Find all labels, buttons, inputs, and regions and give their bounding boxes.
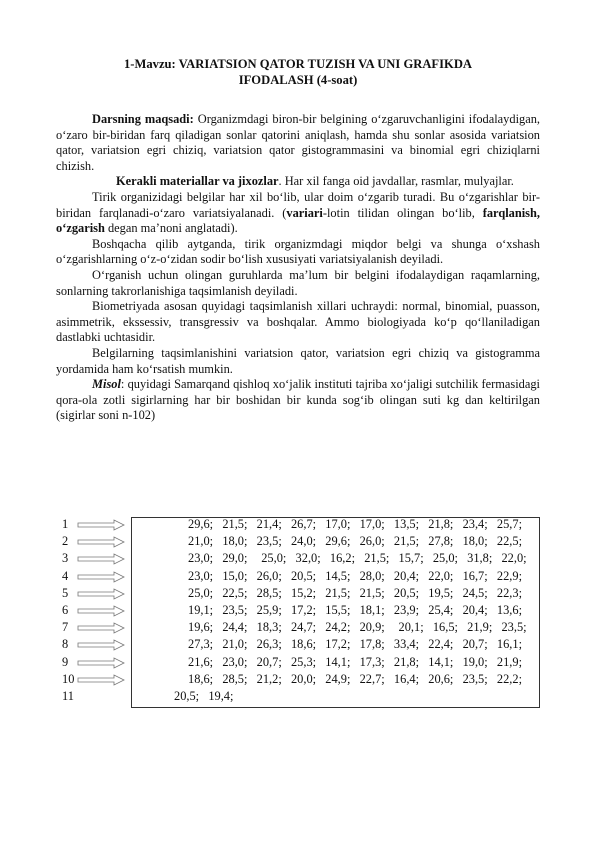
- row-values: 25,0; 22,5; 28,5; 15,2; 21,5; 21,5; 20,5; 19,5; 24,5; 22,3;: [188, 585, 523, 600]
- row-values: 19,6; 24,4; 18,3; 24,7; 24,2; 20,9; 20,1; 16,5; 21,9; 23,5;: [188, 620, 527, 635]
- row-values: 21,6; 23,0; 20,7; 25,3; 14,1; 17,3; 21,8; 14,1; 19,0; 21,9;: [188, 654, 523, 669]
- example-label: Misol: [92, 377, 121, 392]
- arrow-right-icon: [76, 657, 126, 669]
- goal-text: Organizmdagi biron-bir belgining o‘zgaruvchanligini ifodalaydigan, o‘zaro bir-biridan farq qiladigan sonlar qatorini aniqlash, hamda shu sonlar asosida variatsion qator, variatsion egri chiziq, variatsion qator gistogrammasini va binomial egri chiziqlarni chizish.: [56, 112, 541, 173]
- arrow-right-icon: [76, 674, 126, 686]
- variation-text-c: degan ma’noni anglatadi).: [104, 221, 238, 236]
- row-values: 29,6; 21,5; 21,4; 26,7; 17,0; 17,0; 13,5; 21,8; 23,4; 25,7;: [188, 517, 523, 531]
- table-row: [56, 620, 540, 637]
- table-row: [56, 655, 540, 672]
- table-row: [56, 637, 540, 654]
- row-number: 2: [62, 534, 69, 549]
- row-values: 19,1; 23,5; 25,9; 17,2; 15,5; 18,1; 23,9; 25,4; 20,4; 13,6;: [188, 602, 523, 617]
- row-number: 9: [62, 654, 69, 669]
- paragraph-definition: Boshqacha qilib aytganda, tirik organizmdagi miqdor belgi va shunga o‘xshash o‘zgarishlarning o‘z-o‘zidan sodir bo‘lish xususiyati variatsiyalanish deyiladi.: [56, 236, 540, 267]
- document-body: [56, 112, 540, 424]
- row-number: 10: [62, 671, 75, 686]
- table-row: [56, 586, 540, 603]
- paragraph-biometry: Biometriyada asosan quyidagi taqsimlanish xillari uchraydi: normal, binomial, puasson, asimmetrik, ekssessiv, transgressiv va boshqalar. Ammo biologiyada ko‘p qo‘llaniladigan dastlabki uchtasidir.: [56, 299, 540, 345]
- variation-text-b: -lotin tilidan olingan bo‘lib,: [322, 205, 483, 220]
- example-text: : quyidagi Samarqand qishloq xo‘jalik instituti tajriba xo‘jaligi sutchilik fermasidagi qora-ola zotli sigirlarning har bir boshidan bir kunda sog‘ib olingan suti kg dan keltirilgan (sigirlar soni n-102): [56, 377, 540, 423]
- arrow-right-icon: [76, 588, 126, 600]
- table-row: [56, 517, 540, 534]
- table-row: [56, 551, 540, 568]
- table-row: [56, 569, 540, 586]
- arrow-right-icon: [76, 605, 126, 617]
- variation-meaning: farqlanish, o‘zgarish: [56, 205, 540, 236]
- arrow-right-icon: [76, 639, 126, 651]
- paragraph-distribution: O‘rganish uchun olingan guruhlarda ma’lum bir belgini ifodalaydigan raqamlarning, sonlarning takrorlanishiga taqsimlanish deyiladi.: [56, 267, 540, 298]
- materials-text: . Har xil fanga oid javdallar, rasmlar, mulyajlar.: [278, 174, 514, 189]
- milk-yield-table: [56, 517, 540, 706]
- paragraph-materials: [56, 174, 540, 190]
- row-values: 20,5; 19,4;: [174, 688, 234, 703]
- row-number: 8: [62, 637, 69, 652]
- row-values: 21,0; 18,0; 23,5; 24,0; 29,6; 26,0; 21,5; 27,8; 18,0; 22,5;: [188, 534, 523, 549]
- row-values: 27,3; 21,0; 26,3; 18,6; 17,2; 17,8; 33,4; 22,4; 20,7; 16,1;: [188, 637, 523, 652]
- table-row: [56, 672, 540, 689]
- row-number: 7: [62, 620, 69, 635]
- arrow-right-icon: [76, 553, 126, 565]
- paragraph-goal: [56, 112, 540, 174]
- arrow-right-icon: [76, 622, 126, 634]
- row-values: 18,6; 28,5; 21,2; 20,0; 24,9; 22,7; 16,4; 20,6; 23,5; 22,2;: [188, 671, 523, 686]
- row-number: 6: [62, 602, 69, 617]
- row-values: 23,0; 29,0; 25,0; 32,0; 16,2; 21,5; 15,7; 25,0; 31,8; 22,0;: [188, 551, 527, 566]
- row-number: 5: [62, 585, 69, 600]
- row-number: 4: [62, 568, 69, 583]
- arrow-right-icon: [76, 519, 126, 531]
- table-row: [56, 689, 540, 706]
- table-row: [56, 534, 540, 551]
- variation-text-a: Tirik organizidagi belgilar har xil bo‘lib, ular doim o‘zgarib turadi. Bu o‘zgarishlar bir-biridan farqlanadi-o‘zaro variatsiyalanadi. (: [56, 189, 540, 220]
- title-line-2: IFODALASH (4-soat): [238, 73, 358, 87]
- variation-term: variari: [286, 205, 323, 220]
- row-number: 1: [62, 517, 69, 531]
- table-row: [56, 603, 540, 620]
- goal-label: Darsning maqsadi:: [92, 112, 194, 126]
- row-number: 3: [62, 551, 69, 566]
- title-line-1: 1-Mavzu: VARIATSION QATOR TUZISH VA UNI GRAFIKDA: [123, 57, 473, 71]
- row-number: 11: [62, 688, 74, 703]
- paragraph-example: [56, 377, 540, 424]
- paragraph-methods: Belgilarning taqsimlanishini variatsion qator, variatsion egri chiziq va gistogramma yordamida ham ko‘rsatish mumkin.: [56, 345, 540, 376]
- materials-label: Kerakli materiallar va jixozlar: [116, 174, 279, 189]
- arrow-right-icon: [76, 536, 126, 548]
- arrow-right-icon: [76, 571, 126, 583]
- paragraph-variation: [56, 190, 540, 237]
- row-values: 23,0; 15,0; 26,0; 20,5; 14,5; 28,0; 20,4; 22,0; 16,7; 22,9;: [188, 568, 523, 583]
- document-title: [56, 56, 540, 88]
